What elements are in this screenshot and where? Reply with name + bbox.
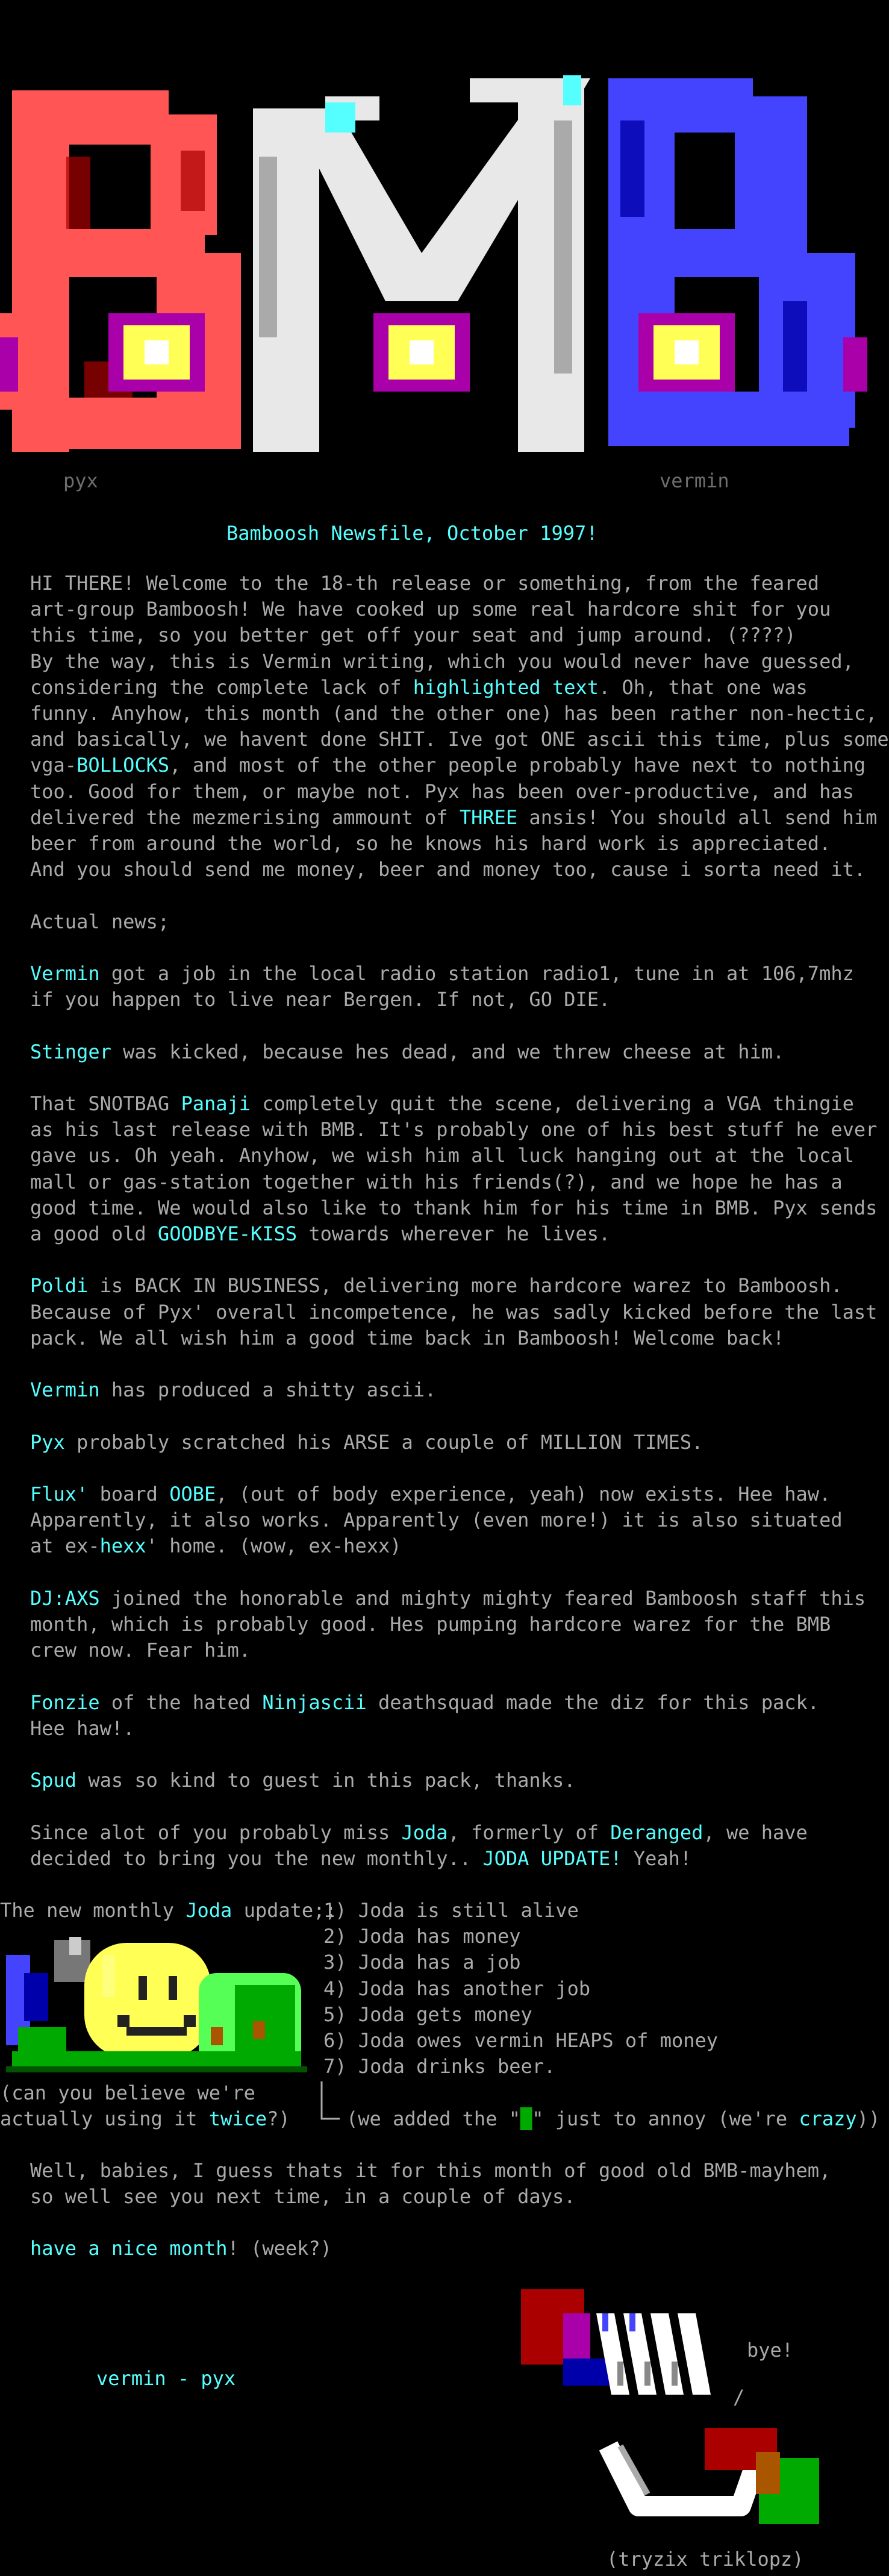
text-line <box>30 622 889 648</box>
text-line <box>30 987 877 1013</box>
text-segment: board <box>88 1482 170 1505</box>
text-segment: and basically, we havent done SHIT. Ive got ONE ascii this time, plus some <box>30 728 889 751</box>
text-line <box>30 1690 877 1716</box>
joda-update-header <box>0 1898 337 1924</box>
highlighted-text: GOODBYE-KISS <box>157 1222 298 1245</box>
logo-letter-m-white <box>253 78 590 452</box>
text-line <box>30 1507 877 1533</box>
text-line <box>30 1637 877 1663</box>
text-line <box>30 675 889 701</box>
news-list <box>30 961 877 1898</box>
text-line <box>30 596 889 622</box>
tryzix-art <box>596 2428 837 2530</box>
text-line <box>30 1533 877 1559</box>
text-segment: actually using it <box>0 2107 209 2131</box>
news-item <box>30 1377 877 1403</box>
text-line <box>30 701 889 727</box>
text-segment: if you happen to live near Bergen. If not, GO DIE. <box>30 988 611 1011</box>
text-segment: , we have <box>703 1821 808 1844</box>
text-line <box>30 2184 831 2210</box>
highlighted-text: crazy <box>799 2107 857 2130</box>
text-line <box>30 805 889 831</box>
text-segment: delivered the mezmerising ammount of <box>30 805 460 829</box>
highlighted-text: Joda <box>186 1899 232 1922</box>
joda-update-item: 6) Joda owes vermin HEAPS of money <box>323 2029 719 2052</box>
text-line <box>30 571 889 596</box>
text-segment: update;; <box>232 1899 337 1922</box>
highlighted-text: Flux' <box>30 1482 89 1505</box>
text-segment: ' home. (wow, ex-hexx) <box>146 1534 402 1558</box>
text-line <box>30 1481 877 1507</box>
text-segment: That SNOTBAG <box>30 1092 181 1115</box>
news-item <box>30 1690 877 1742</box>
highlighted-text: DJ:AXS <box>30 1586 100 1610</box>
text-segment: towards wherever he lives. <box>297 1222 611 1245</box>
highlighted-text: Panaji <box>181 1092 251 1115</box>
joda-note-bracket <box>319 2081 343 2124</box>
highlighted-text: Pyx <box>30 1430 65 1454</box>
text-segment: funny. Anyhow, this month (and the other one) has been rather non-hectic, <box>30 702 878 725</box>
text-line <box>30 857 889 883</box>
highlighted-text: highlighted text <box>413 675 599 699</box>
sign-off <box>30 2236 332 2262</box>
text-line <box>30 727 889 752</box>
text-segment: crew now. Fear him. <box>30 1639 251 1662</box>
highlighted-text: Ninjascii <box>262 1690 367 1714</box>
logo-star-1 <box>108 313 205 392</box>
text-line <box>30 1716 877 1742</box>
green-block-glyph: █ <box>520 2107 532 2130</box>
highlighted-text: Vermin <box>30 962 100 985</box>
news-item <box>30 1039 877 1065</box>
logo-star-3 <box>638 313 735 392</box>
highlighted-text: Vermin <box>30 1378 100 1402</box>
text-segment: The new monthly <box>0 1899 186 1922</box>
joda-update-list <box>323 1898 718 2080</box>
bye-text: bye! <box>747 2339 794 2362</box>
highlighted-text: have a nice month <box>30 2237 228 2260</box>
outro-paragraph <box>30 2158 831 2210</box>
text-segment: was kicked, because hes dead, and we threw cheese at him. <box>111 1040 785 1063</box>
highlighted-text: THREE <box>459 805 518 829</box>
text-line <box>30 649 889 675</box>
joda-update-item: 2) Joda has money <box>323 1925 521 1948</box>
text-segment: a good old <box>30 1222 158 1245</box>
text-line <box>0 2080 290 2106</box>
highlighted-text: hexx <box>99 1534 146 1558</box>
joda-update-item: 3) Joda has a job <box>323 1951 521 1974</box>
highlighted-text: twice <box>208 2107 267 2131</box>
text-segment: By the way, this is Vermin writing, which you would never have guessed, <box>30 649 854 673</box>
text-segment: decided to bring you the new monthly.. <box>30 1846 483 1870</box>
highlighted-text: OOBE <box>169 1482 216 1505</box>
text-segment: , (out of body experience, yeah) now exists. Hee haw. <box>216 1482 831 1505</box>
text-line <box>30 1586 877 1612</box>
joda-caption <box>0 2080 290 2132</box>
text-segment: , formerly of <box>448 1821 611 1844</box>
text-segment: Apparently, it also works. Apparently (even more!) it is also situated <box>30 1508 843 1532</box>
text-line <box>30 779 889 805</box>
text-segment: . Oh, that one was <box>599 675 808 699</box>
text-line <box>30 1846 877 1872</box>
text-segment: , and most of the other people probably have next to nothing <box>169 754 866 777</box>
text-segment: so well see you next time, in a couple of days. <box>30 2185 576 2209</box>
logo-credit-pyx: pyx <box>63 469 98 492</box>
news-item <box>30 961 877 1013</box>
text-segment: Well, babies, I guess thats it for this month of good old BMB-mayhem, <box>30 2159 831 2182</box>
bye-art <box>518 2289 735 2428</box>
text-segment: HI THERE! Welcome to the 18-th release or something, from the feared <box>30 572 820 595</box>
text-segment: vga- <box>30 754 77 777</box>
text-line <box>30 1117 877 1143</box>
text-segment: probably scratched his ARSE a couple of MILLION TIMES. <box>64 1430 703 1454</box>
logo-credit-vermin: vermin <box>660 469 729 492</box>
text-segment: has produced a shitty ascii. <box>99 1378 437 1402</box>
text-segment: got a job in the local radio station radio1, tune in at 106,7mhz <box>99 962 854 985</box>
text-segment: completely quit the scene, delivering a VGA thingie <box>251 1092 854 1115</box>
text-segment: too. Good for them, or maybe not. Pyx has been over-productive, and has <box>30 780 854 803</box>
text-line <box>30 1768 877 1793</box>
news-item <box>30 1768 877 1793</box>
actual-news-heading: Actual news; <box>30 910 170 933</box>
text-segment: Since alot of you probably miss <box>30 1821 402 1844</box>
newsfile-title: Bamboosh Newsfile, October 1997! <box>226 522 598 545</box>
highlighted-text: BOLLOCKS <box>76 754 170 777</box>
text-segment: art-group Bamboosh! We have cooked up some real hardcore shit for you <box>30 598 831 621</box>
highlighted-text: Fonzie <box>30 1690 100 1714</box>
text-line <box>30 831 889 857</box>
text-line <box>30 1325 877 1351</box>
text-line <box>30 1612 877 1637</box>
text-line <box>30 1195 877 1221</box>
text-line <box>30 1143 877 1169</box>
news-item <box>30 1091 877 1247</box>
text-line <box>30 2158 831 2184</box>
joda-smiley-picture <box>6 1931 313 2075</box>
text-segment: beer from around the world, so he knows his hard work is appreciated. <box>30 832 831 855</box>
text-segment: is BACK IN BUSINESS, delivering more hardcore warez to Bamboosh. <box>88 1274 843 1298</box>
text-line <box>30 1221 877 1247</box>
text-segment: Yeah! <box>622 1846 692 1870</box>
logo-star-2 <box>373 313 470 392</box>
news-item <box>30 1481 877 1560</box>
highlighted-text: JODA UPDATE! <box>482 1846 622 1870</box>
text-segment: (can you believe we're <box>0 2081 255 2104</box>
text-line <box>30 961 877 987</box>
text-line <box>30 1039 877 1065</box>
text-segment: as his last release with BMB. It's probably one of his best stuff he ever <box>30 1118 878 1142</box>
text-line <box>30 1299 877 1325</box>
text-segment: month, which is probably good. Hes pumping hardcore warez for the BMB <box>30 1612 831 1636</box>
news-item <box>30 1430 877 1455</box>
logo-cyan-dot-right <box>563 75 581 105</box>
highlighted-text: Poldi <box>30 1274 89 1298</box>
text-line <box>30 1091 877 1117</box>
text-segment: ! (week?) <box>227 2237 332 2260</box>
logo-cyan-dot-left <box>325 102 355 133</box>
text-segment: pack. We all wish him a good time back in Bamboosh! Welcome back! <box>30 1326 785 1349</box>
text-segment: good time. We would also like to thank him for his time in BMB. Pyx sends <box>30 1196 878 1219</box>
highlighted-text: Stinger <box>30 1040 111 1063</box>
joda-update-item: 4) Joda has another job <box>323 1977 591 2000</box>
text-segment: (we added the " <box>346 2107 520 2130</box>
news-item <box>30 1820 877 1872</box>
text-segment: ansis! You should all send him <box>517 805 878 829</box>
text-line <box>30 1430 877 1455</box>
credit-tryzix: (tryzix triklopz) <box>607 2548 804 2571</box>
text-segment: considering the complete lack of <box>30 675 413 699</box>
text-segment: deathsquad made the diz for this pack. <box>366 1690 820 1714</box>
bye-slash: / <box>733 2386 745 2409</box>
text-segment: " just to annoy (we're <box>532 2107 799 2130</box>
text-segment: joined the honorable and mighty mighty feared Bamboosh staff this <box>99 1586 866 1610</box>
intro-paragraph <box>30 571 889 883</box>
signature: vermin - pyx <box>96 2367 236 2390</box>
text-segment: Hee haw!. <box>30 1716 135 1740</box>
text-segment: ?) <box>267 2107 290 2131</box>
text-segment: And you should send me money, beer and money too, cause i sorta need it. <box>30 858 866 881</box>
text-line <box>0 2106 290 2132</box>
text-segment: was so kind to guest in this pack, thanks. <box>76 1769 576 1792</box>
joda-update-item: 1) Joda is still alive <box>323 1899 579 1922</box>
text-line <box>30 752 889 778</box>
joda-note <box>346 2106 880 2132</box>
text-line <box>30 1169 877 1195</box>
highlighted-text: Spud <box>30 1769 77 1792</box>
text-segment: of the hated <box>99 1690 263 1714</box>
news-item <box>30 1586 877 1664</box>
text-line <box>30 1820 877 1846</box>
highlighted-text: Deranged <box>610 1821 703 1844</box>
joda-update-item: 5) Joda gets money <box>323 2002 532 2026</box>
text-line <box>30 1377 877 1403</box>
text-segment: )) <box>856 2107 881 2130</box>
text-segment: this time, so you better get off your seat and jump around. (????) <box>30 624 796 647</box>
highlighted-text: Joda <box>401 1821 448 1844</box>
joda-update-item: 7) Joda drinks beer. <box>323 2055 556 2078</box>
text-segment: Because of Pyx' overall incompetence, he was sadly kicked before the last <box>30 1300 878 1324</box>
text-segment: mall or gas-station together with his friends(?), and we hope he has a <box>30 1170 843 1193</box>
text-segment: at ex- <box>30 1534 100 1558</box>
text-segment: gave us. Oh yeah. Anyhow, we wish him all luck hanging out at the local <box>30 1144 854 1168</box>
news-item <box>30 1273 877 1351</box>
text-line <box>30 1273 877 1299</box>
bmb-logo <box>0 0 867 476</box>
